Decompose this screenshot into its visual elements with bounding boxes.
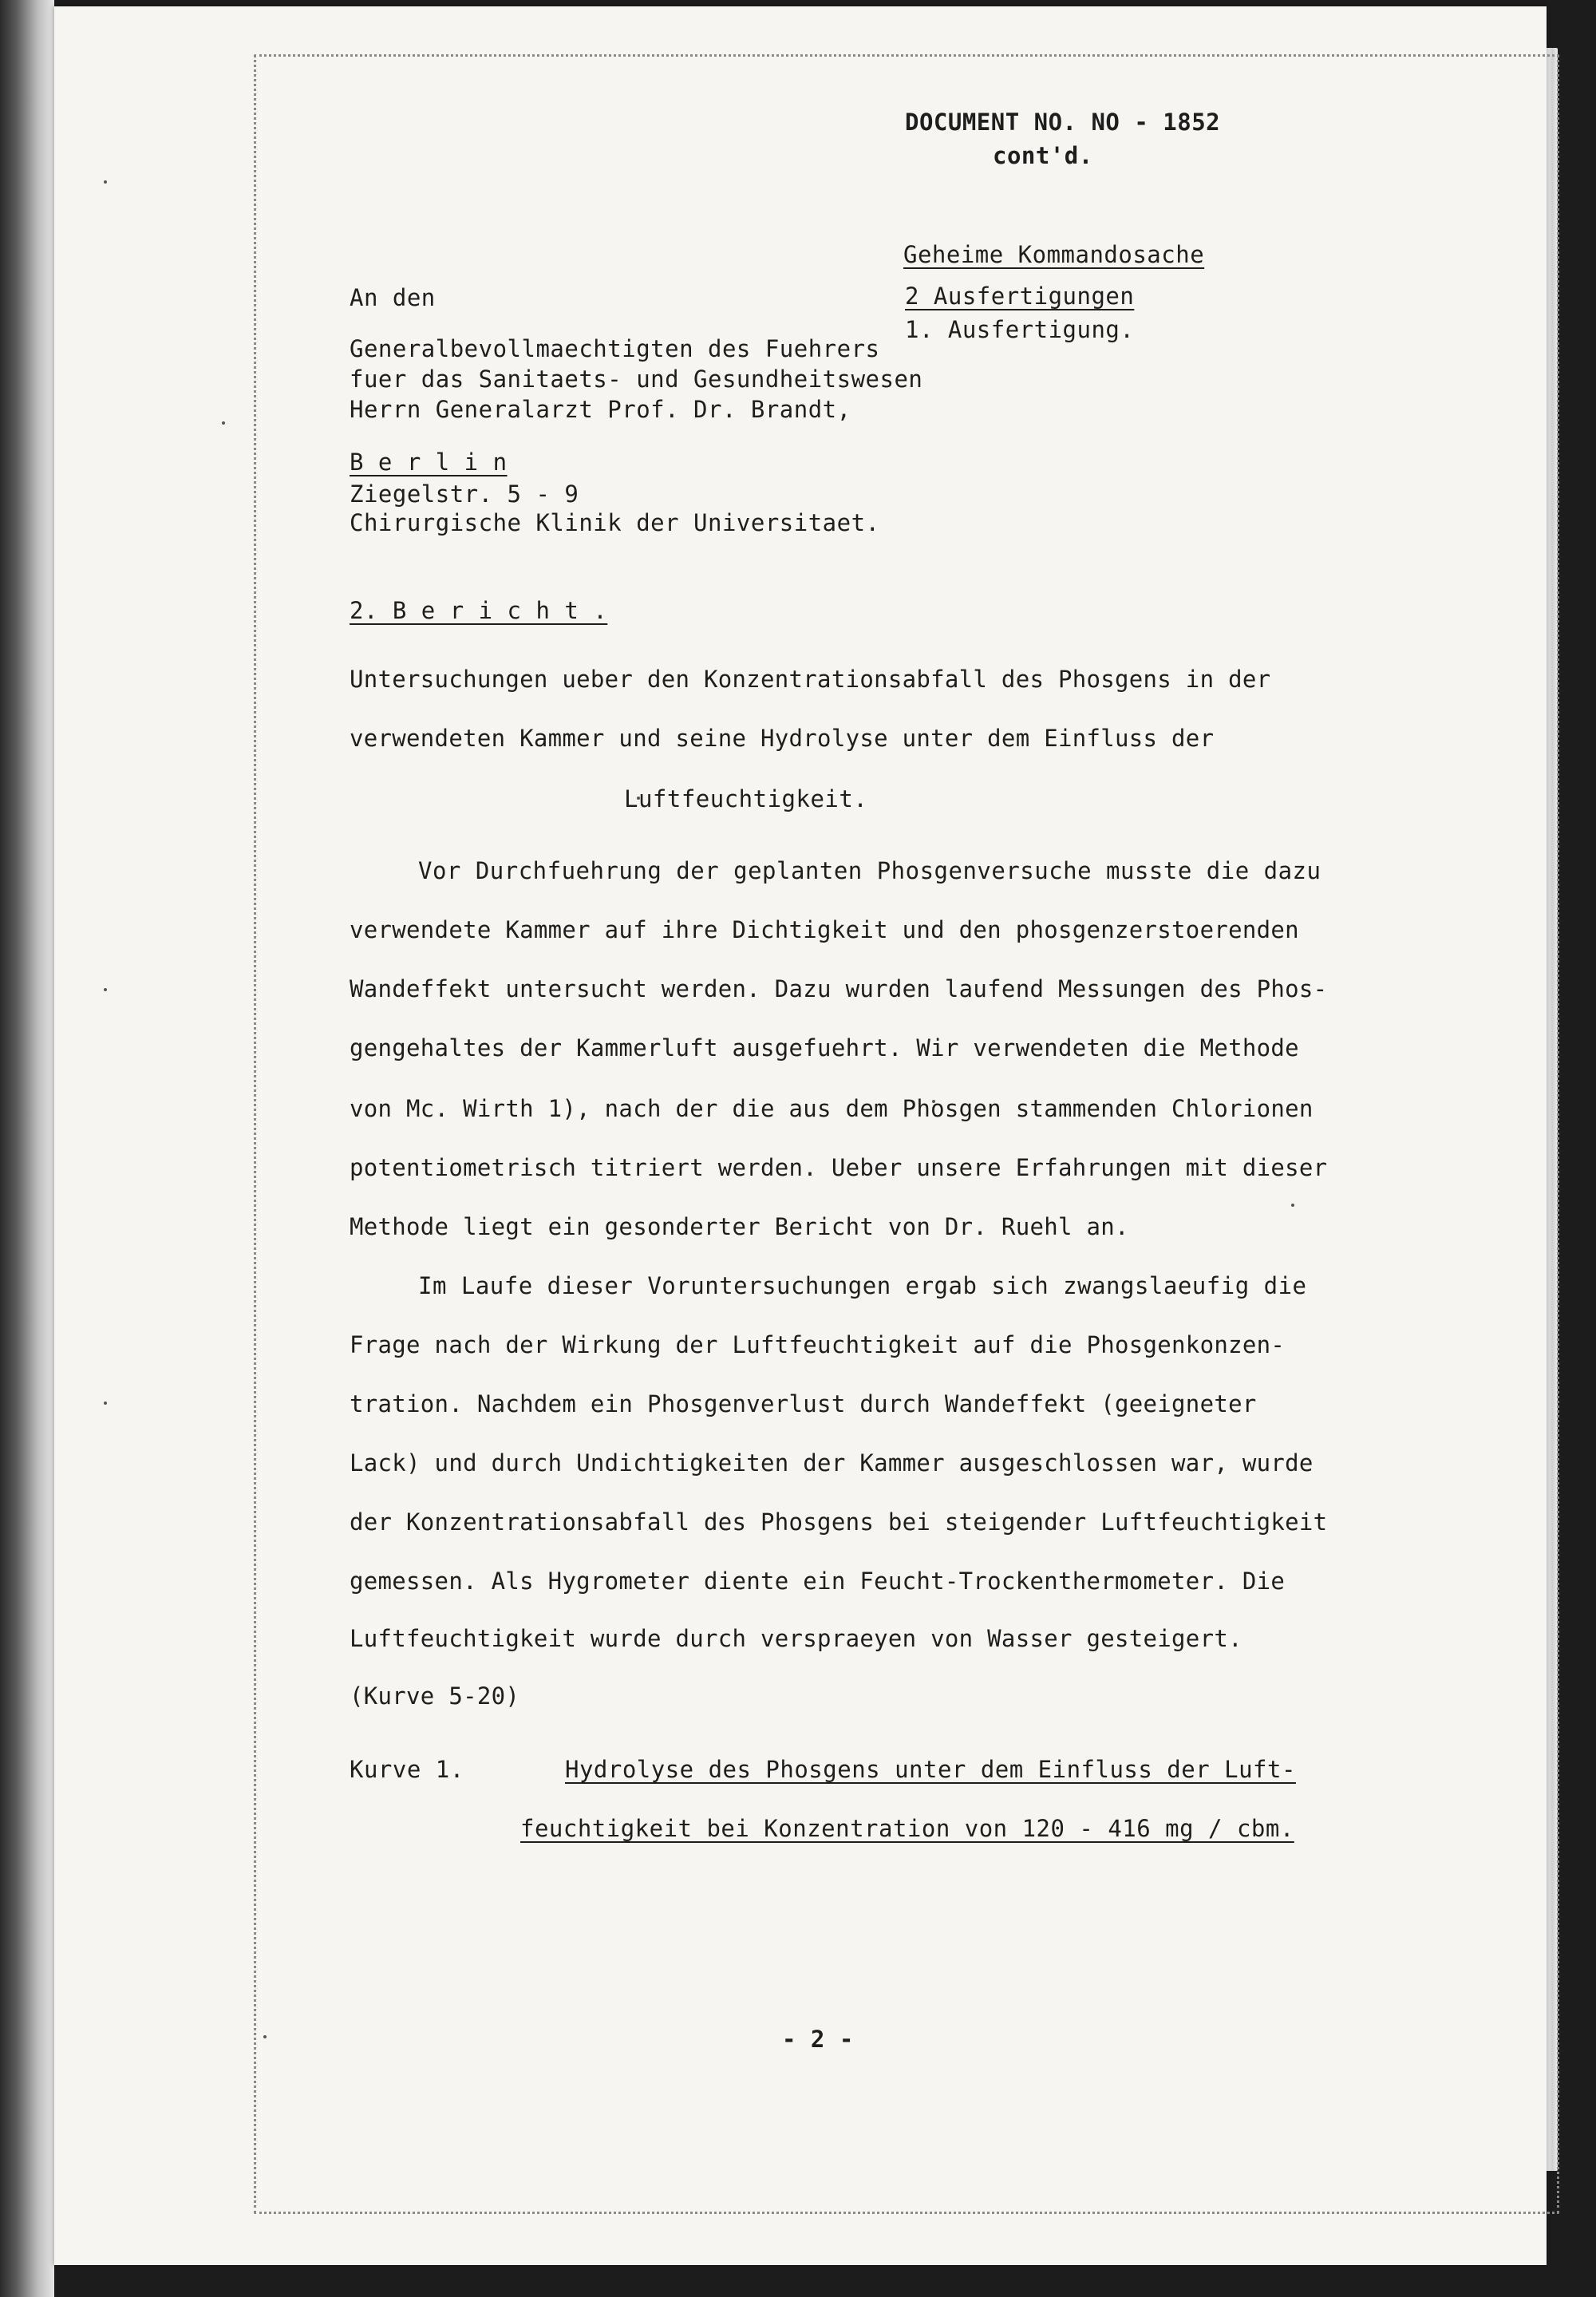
kurve-title-line: feuchtigkeit bei Konzentration von 120 - 416 mg / cbm.	[520, 1815, 1294, 1842]
bleed-through-text	[421, 190, 436, 247]
addressee-city: B e r l i n	[350, 449, 508, 476]
scan-speck	[104, 1402, 107, 1405]
addressee-line: An den	[350, 284, 436, 311]
paragraph-2-line: Luftfeuchtigkeit wurde durch verspraeyen von Wasser gesteigert.	[350, 1625, 1242, 1652]
paragraph-1-line: Wandeffekt untersucht werden. Dazu wurden laufend Messungen des Phos-	[350, 975, 1328, 1002]
scan-speck	[104, 180, 107, 184]
report-title-line: Untersuchungen ueber den Konzentrationsabfall des Phosgens in der	[350, 666, 1271, 693]
kurve-title-line: Hydrolyse des Phosgens unter dem Einfluss der Luft-	[565, 1756, 1296, 1783]
document-number: DOCUMENT NO. NO - 1852	[905, 109, 1221, 136]
classification-label: Geheime Kommandosache	[903, 241, 1205, 268]
paragraph-1-line: gengehaltes der Kammerluft ausgefuehrt. Wir verwendeten die Methode	[350, 1034, 1299, 1062]
addressee-line: fuer das Sanitaets- und Gesundheitswesen	[350, 366, 923, 393]
page-number: - 2 -	[782, 2026, 854, 2053]
report-title-line: verwendeten Kammer und seine Hydrolyse unter dem Einfluss der	[350, 725, 1215, 752]
report-title-line: Luftfeuchtigkeit.	[624, 785, 868, 812]
continued-label: cont'd.	[993, 142, 1093, 169]
paragraph-2-line: tration. Nachdem ein Phosgenverlust durch Wandeffekt (geeigneter	[350, 1390, 1257, 1417]
paragraph-1-line: von Mc. Wirth 1), nach der die aus dem Phosgen stammenden Chlorionen	[350, 1095, 1314, 1122]
addressee-street: Ziegelstr. 5 - 9	[350, 480, 579, 508]
scan-speck	[222, 421, 225, 425]
paragraph-2-line: Frage nach der Wirkung der Luftfeuchtigkeit auf die Phosgenkonzen-	[350, 1331, 1286, 1358]
addressee-line: Generalbevollmaechtigten des Fuehrers	[350, 335, 880, 362]
paragraph-2-line: der Konzentrationsabfall des Phosgens bei steigender Luftfeuchtigkeit	[350, 1508, 1328, 1536]
copies-count: 2 Ausfertigungen	[905, 283, 1135, 310]
report-heading: 2. B e r i c h t .	[350, 597, 608, 624]
paragraph-1-line: verwendete Kammer auf ihre Dichtigkeit und den phosgenzerstoerenden	[350, 916, 1299, 943]
paragraph-2-line: gemessen. Als Hygrometer diente ein Feucht-Trockenthermometer. Die	[350, 1568, 1286, 1595]
paragraph-2-line: (Kurve 5-20)	[350, 1682, 520, 1710]
addressee-institution: Chirurgische Klinik der Universitaet.	[350, 509, 880, 536]
copy-number: 1. Ausfertigung.	[905, 316, 1135, 343]
scan-speck	[263, 2035, 267, 2038]
paragraph-2-line: Im Laufe dieser Voruntersuchungen ergab sich zwangslaeufig die	[418, 1272, 1307, 1299]
addressee-line: Herrn Generalarzt Prof. Dr. Brandt,	[350, 396, 851, 423]
paragraph-1-line: Methode liegt ein gesonderter Bericht von Dr. Ruehl an.	[350, 1213, 1129, 1240]
binding-edge	[0, 0, 54, 2297]
scan-speck	[1291, 1204, 1294, 1207]
paragraph-1-line: Vor Durchfuehrung der geplanten Phosgenversuche musste die dazu	[418, 857, 1321, 884]
paragraph-2-line: Lack) und durch Undichtigkeiten der Kammer ausgeschlossen war, wurde	[350, 1449, 1314, 1477]
kurve-label: Kurve 1.	[350, 1756, 464, 1783]
paragraph-1-line: potentiometrisch titriert werden. Ueber unsere Erfahrungen mit dieser	[350, 1154, 1328, 1181]
scan-speck	[104, 988, 107, 991]
